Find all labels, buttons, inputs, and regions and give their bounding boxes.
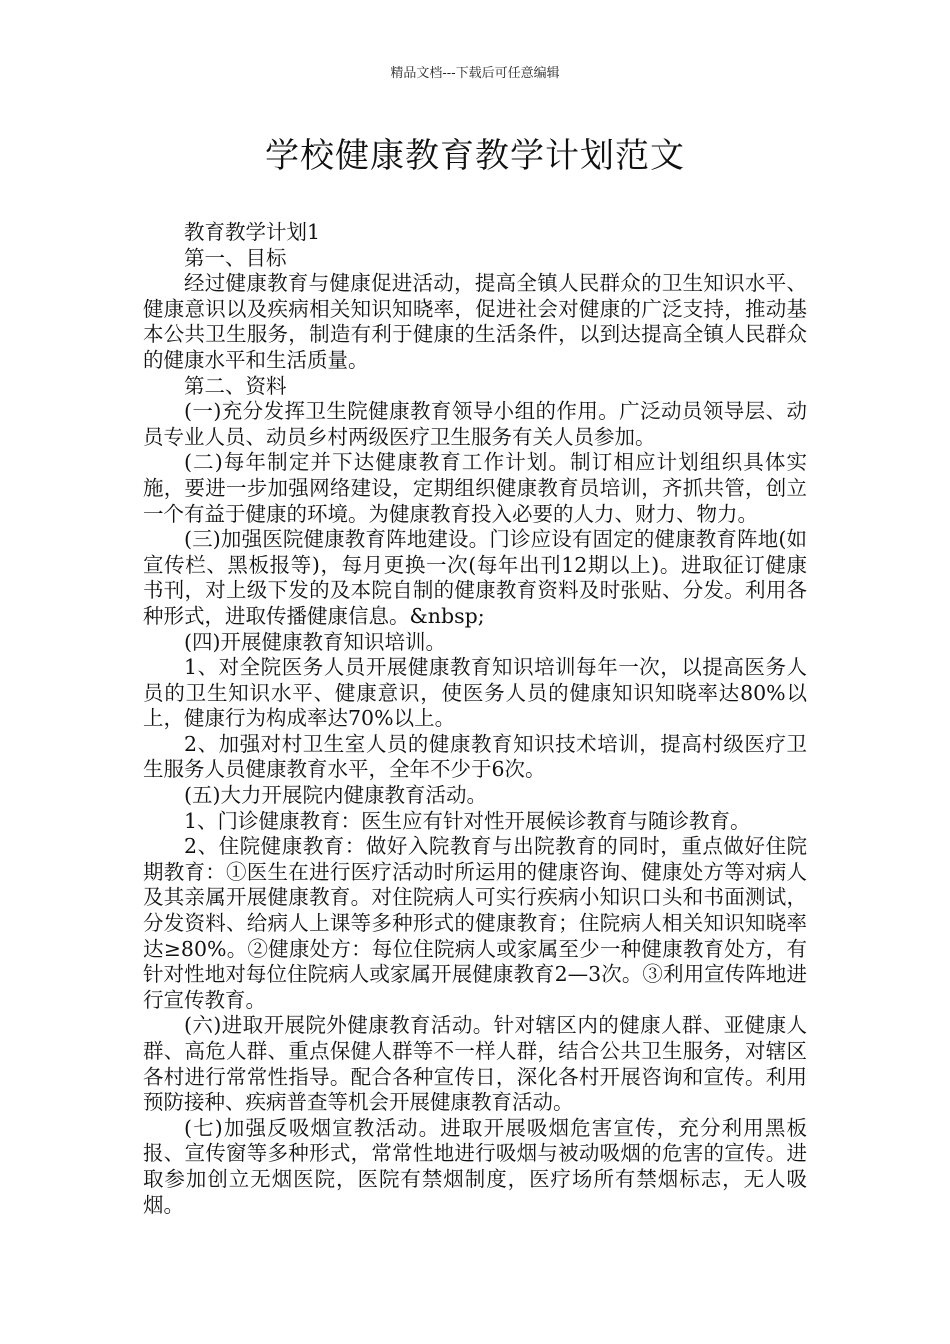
paragraph: 2、住院健康教育：做好入院教育与出院教育的同时，重点做好住院期教育：①医生在进行医疗活动时所运用的健康咨询、健康处方等对病人及其亲属开展健康教育。对住院病人可实行疾病小知识口头和书面测试，分发资料、给病人上课等多种形式的健康教育；住院病人相关知识知晓率达≥80%。②健康处方：每位住院病人或家属至少一种健康教育处方，有针对性地对每位住院病人或家属开展健康教育2—3次。③利用宣传阵地进行宣传教育。 <box>143 834 807 1012</box>
paragraph: 1、门诊健康教育：医生应有针对性开展候诊教育与随诊教育。 <box>184 808 751 833</box>
paragraph-section-goal: 第一、目标 <box>184 245 287 270</box>
page-header: 精品文档---下载后可任意编辑 <box>390 66 560 81</box>
paragraph-plan-heading: 教育教学计划1 <box>184 220 321 244</box>
paragraph-section-content: 第二、资料 <box>184 373 287 398</box>
document-body <box>143 220 807 1218</box>
paragraph: (二)每年制定并下达健康教育工作计划。制订相应计划组织具体实施，要进一步加强网络建设，定期组织健康教育员培训，齐抓共管，创立一个有益于健康的环境。为健康教育投入必要的人力、财力、物力。 <box>143 450 807 526</box>
paragraph: (七)加强反吸烟宣教活动。进取开展吸烟危害宣传，充分利用黑板报、宣传窗等多种形式，常常性地进行吸烟与被动吸烟的危害的宣传。进取参加创立无烟医院，医院有禁烟制度，医疗场所有禁烟标志，无人吸烟。 <box>143 1115 807 1217</box>
paragraph: 经过健康教育与健康促进活动，提高全镇人民群众的卫生知识水平、健康意识以及疾病相关知识知晓率，促进社会对健康的广泛支持，推动基本公共卫生服务，制造有利于健康的生活条件，以到达提高全镇人民群众的健康水平和生活质量。 <box>143 271 807 372</box>
paragraph: 1、对全院医务人员开展健康教育知识培训每年一次，以提高医务人员的卫生知识水平、健康意识，使医务人员的健康知识知晓率达80%以上，健康行为构成率达70%以上。 <box>143 655 807 731</box>
paragraph: (三)加强医院健康教育阵地建设。门诊应设有固定的健康教育阵地(如宣传栏、黑板报等)，每月更换一次(每年出刊12期以上)。进取征订健康书刊，对上级下发的及本院自制的健康教育资料及时张贴、分发。利用各种形式，进取传播健康信息。&nbsp; <box>143 527 807 628</box>
paragraph: (六)进取开展院外健康教育活动。针对辖区内的健康人群、亚健康人群、高危人群、重点保健人群等不一样人群，结合公共卫生服务，对辖区各村进行常常性指导。配合各种宣传日，深化各村开展咨询和宣传。利用预防接种、疾病普查等机会开展健康教育活动。 <box>143 1013 807 1115</box>
paragraph: 2、加强对村卫生室人员的健康教育知识技术培训，提高村级医疗卫生服务人员健康教育水平，全年不少于6次。 <box>143 731 807 782</box>
document-title: 学校健康教育教学计划范文 <box>265 136 685 176</box>
paragraph: (五)大力开展院内健康教育活动。 <box>184 783 487 808</box>
paragraph: (四)开展健康教育知识培训。 <box>184 629 446 654</box>
paragraph: (一)充分发挥卫生院健康教育领导小组的作用。广泛动员领导层、动员专业人员、动员乡村两级医疗卫生服务有关人员参加。 <box>143 399 807 449</box>
